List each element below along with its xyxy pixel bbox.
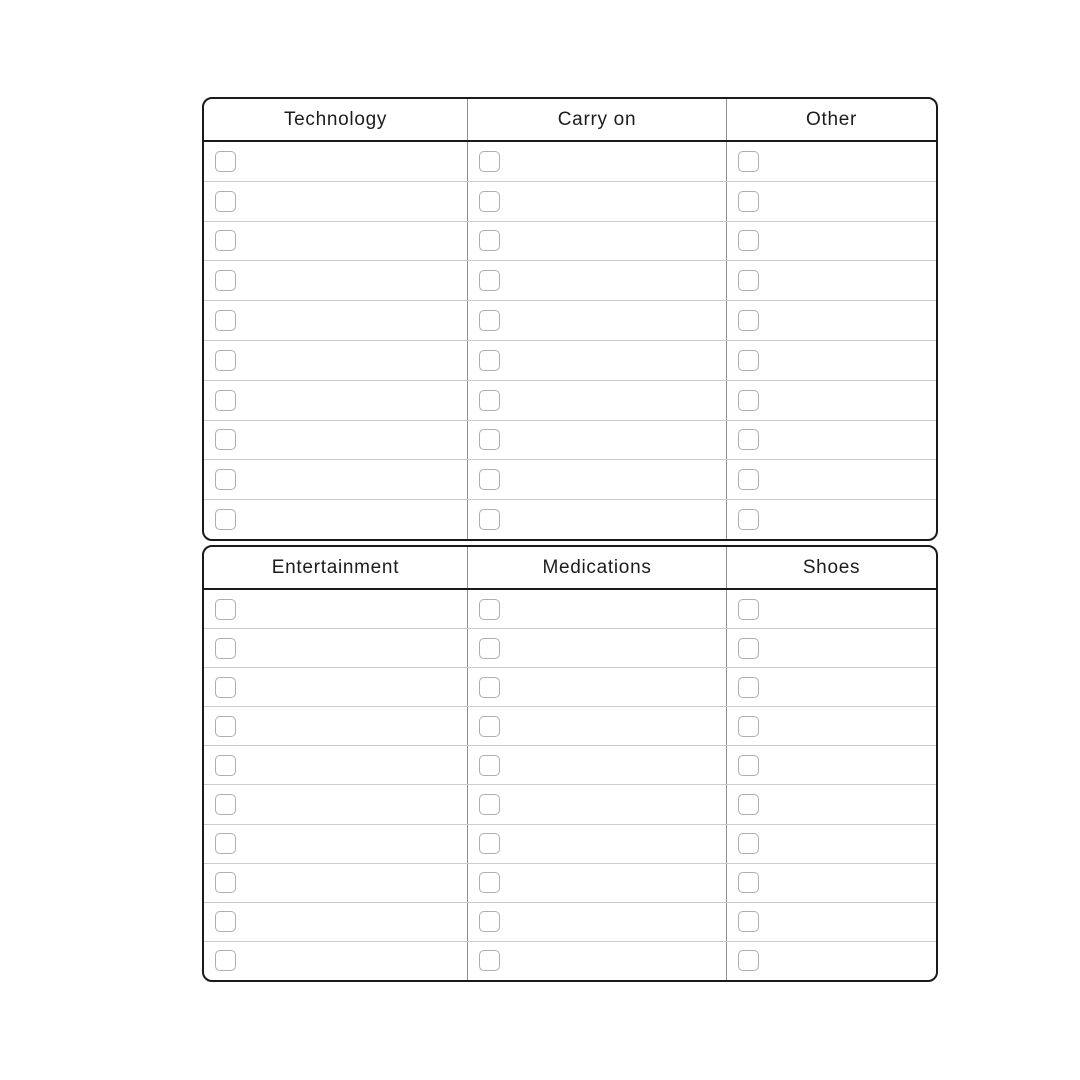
- table-row: [204, 902, 936, 941]
- checklist-item-cell: [204, 864, 467, 902]
- table-row: [204, 499, 936, 539]
- checklist-item-cell: [467, 629, 726, 667]
- checklist-item-cell: [726, 942, 936, 980]
- checklist-item-cell: [204, 460, 467, 499]
- item-checkbox[interactable]: [479, 716, 500, 737]
- table-row: [204, 221, 936, 261]
- table-row: [204, 260, 936, 300]
- table-row: [204, 459, 936, 499]
- item-checkbox[interactable]: [215, 599, 236, 620]
- table-row: [204, 142, 936, 181]
- item-checkbox[interactable]: [215, 911, 236, 932]
- column-header-technology: Technology: [283, 108, 388, 130]
- checklist-item-cell: [726, 707, 936, 745]
- table-row: [204, 340, 936, 380]
- item-checkbox[interactable]: [738, 469, 759, 490]
- checklist-table-bottom: [202, 545, 938, 982]
- item-checkbox[interactable]: [738, 429, 759, 450]
- item-checkbox[interactable]: [479, 755, 500, 776]
- table-row: [204, 300, 936, 340]
- table-row: [204, 706, 936, 745]
- item-checkbox[interactable]: [479, 310, 500, 331]
- item-checkbox[interactable]: [479, 599, 500, 620]
- item-checkbox[interactable]: [479, 509, 500, 530]
- item-checkbox[interactable]: [738, 950, 759, 971]
- item-checkbox[interactable]: [738, 833, 759, 854]
- checklist-item-cell: [726, 825, 936, 863]
- checklist-item-cell: [467, 460, 726, 499]
- checklist-item-cell: [726, 460, 936, 499]
- column-header-carry-on: Carry on: [467, 99, 726, 140]
- checklist-item-cell: [204, 222, 467, 261]
- checklist-item-cell: [467, 825, 726, 863]
- checklist-item-cell: [204, 668, 467, 706]
- column-header-other: Other: [726, 99, 936, 140]
- table-row: [204, 824, 936, 863]
- checklist-item-cell: [467, 261, 726, 300]
- item-checkbox[interactable]: [215, 429, 236, 450]
- item-checkbox[interactable]: [738, 716, 759, 737]
- checklist-item-cell: [467, 421, 726, 460]
- item-checkbox[interactable]: [479, 677, 500, 698]
- checklist-item-cell: [726, 301, 936, 340]
- checklist-item-cell: [467, 341, 726, 380]
- checklist-item-cell: [726, 864, 936, 902]
- item-checkbox[interactable]: [479, 638, 500, 659]
- item-checkbox[interactable]: [738, 509, 759, 530]
- checklist-item-cell: [726, 341, 936, 380]
- checklist-item-cell: [467, 182, 726, 221]
- item-checkbox[interactable]: [215, 833, 236, 854]
- checklist-item-cell: [467, 381, 726, 420]
- table-header-row: [204, 99, 936, 142]
- checklist-item-cell: [726, 903, 936, 941]
- item-checkbox[interactable]: [479, 230, 500, 251]
- item-checkbox[interactable]: [479, 794, 500, 815]
- table-row: [204, 667, 936, 706]
- checklist-item-cell: [726, 500, 936, 539]
- checklist-item-cell: [467, 142, 726, 181]
- item-checkbox[interactable]: [738, 794, 759, 815]
- checklist-item-cell: [726, 222, 936, 261]
- item-checkbox[interactable]: [479, 151, 500, 172]
- item-checkbox[interactable]: [215, 270, 236, 291]
- checklist-item-cell: [726, 142, 936, 181]
- item-checkbox[interactable]: [215, 390, 236, 411]
- item-checkbox[interactable]: [479, 833, 500, 854]
- item-checkbox[interactable]: [738, 599, 759, 620]
- item-checkbox[interactable]: [215, 350, 236, 371]
- checklist-item-cell: [726, 381, 936, 420]
- item-checkbox[interactable]: [738, 755, 759, 776]
- checklist-item-cell: [204, 421, 467, 460]
- item-checkbox[interactable]: [738, 191, 759, 212]
- table-row: [204, 863, 936, 902]
- item-checkbox[interactable]: [215, 509, 236, 530]
- item-checkbox[interactable]: [738, 270, 759, 291]
- item-checkbox[interactable]: [215, 677, 236, 698]
- checklist-item-cell: [204, 381, 467, 420]
- item-checkbox[interactable]: [215, 310, 236, 331]
- checklist-item-cell: [204, 629, 467, 667]
- column-header-entertainment: Entertainment: [271, 556, 400, 578]
- checklist-item-cell: [726, 421, 936, 460]
- checklist-item-cell: [467, 864, 726, 902]
- checklist-item-cell: [726, 261, 936, 300]
- checklist-table-top: [202, 97, 938, 541]
- item-checkbox[interactable]: [738, 911, 759, 932]
- item-checkbox[interactable]: [215, 151, 236, 172]
- item-checkbox[interactable]: [215, 755, 236, 776]
- checklist-item-cell: [726, 182, 936, 221]
- checklist-item-cell: [204, 825, 467, 863]
- checklist-item-cell: [467, 942, 726, 980]
- item-checkbox[interactable]: [215, 191, 236, 212]
- checklist-item-cell: [204, 942, 467, 980]
- checklist-item-cell: [726, 629, 936, 667]
- checklist-item-cell: [726, 746, 936, 784]
- item-checkbox[interactable]: [479, 950, 500, 971]
- checklist-item-cell: [467, 590, 726, 628]
- item-checkbox[interactable]: [738, 638, 759, 659]
- checklist-item-cell: [467, 500, 726, 539]
- item-checkbox[interactable]: [479, 872, 500, 893]
- table-row: [204, 941, 936, 980]
- checklist-item-cell: [204, 182, 467, 221]
- checklist-item-cell: [726, 785, 936, 823]
- table-row: [204, 590, 936, 628]
- item-checkbox[interactable]: [479, 350, 500, 371]
- item-checkbox[interactable]: [215, 872, 236, 893]
- checklist-item-cell: [467, 785, 726, 823]
- checklist-item-cell: [204, 746, 467, 784]
- table-row: [204, 380, 936, 420]
- checklist-item-cell: [204, 301, 467, 340]
- table-body: [204, 142, 936, 539]
- item-checkbox[interactable]: [738, 390, 759, 411]
- checklist-item-cell: [204, 500, 467, 539]
- checklist-item-cell: [467, 668, 726, 706]
- checklist-item-cell: [467, 746, 726, 784]
- item-checkbox[interactable]: [738, 310, 759, 331]
- checklist-item-cell: [204, 142, 467, 181]
- checklist-item-cell: [467, 903, 726, 941]
- item-checkbox[interactable]: [479, 911, 500, 932]
- table-row: [204, 181, 936, 221]
- table-body: [204, 590, 936, 980]
- checklist-item-cell: [204, 785, 467, 823]
- item-checkbox[interactable]: [215, 638, 236, 659]
- checklist-item-cell: [204, 590, 467, 628]
- checklist-item-cell: [467, 222, 726, 261]
- item-checkbox[interactable]: [479, 429, 500, 450]
- item-checkbox[interactable]: [479, 191, 500, 212]
- checklist-item-cell: [204, 707, 467, 745]
- item-checkbox[interactable]: [215, 950, 236, 971]
- item-checkbox[interactable]: [479, 390, 500, 411]
- table-row: [204, 420, 936, 460]
- checklist-item-cell: [204, 903, 467, 941]
- item-checkbox[interactable]: [738, 230, 759, 251]
- item-checkbox[interactable]: [738, 872, 759, 893]
- column-header-medications: Medications: [467, 547, 726, 588]
- table-header-row: [204, 547, 936, 590]
- item-checkbox[interactable]: [215, 716, 236, 737]
- column-header-shoes: Shoes: [726, 547, 936, 588]
- item-checkbox[interactable]: [215, 230, 236, 251]
- item-checkbox[interactable]: [215, 794, 236, 815]
- checklist-item-cell: [467, 301, 726, 340]
- checklist-item-cell: [726, 668, 936, 706]
- table-row: [204, 628, 936, 667]
- checklist-item-cell: [467, 707, 726, 745]
- table-row: [204, 784, 936, 823]
- checklist-item-cell: [204, 261, 467, 300]
- checklist-item-cell: [204, 341, 467, 380]
- table-row: [204, 745, 936, 784]
- item-checkbox[interactable]: [479, 270, 500, 291]
- item-checkbox[interactable]: [738, 151, 759, 172]
- checklist-item-cell: [726, 590, 936, 628]
- item-checkbox[interactable]: [738, 677, 759, 698]
- item-checkbox[interactable]: [215, 469, 236, 490]
- item-checkbox[interactable]: [479, 469, 500, 490]
- item-checkbox[interactable]: [738, 350, 759, 371]
